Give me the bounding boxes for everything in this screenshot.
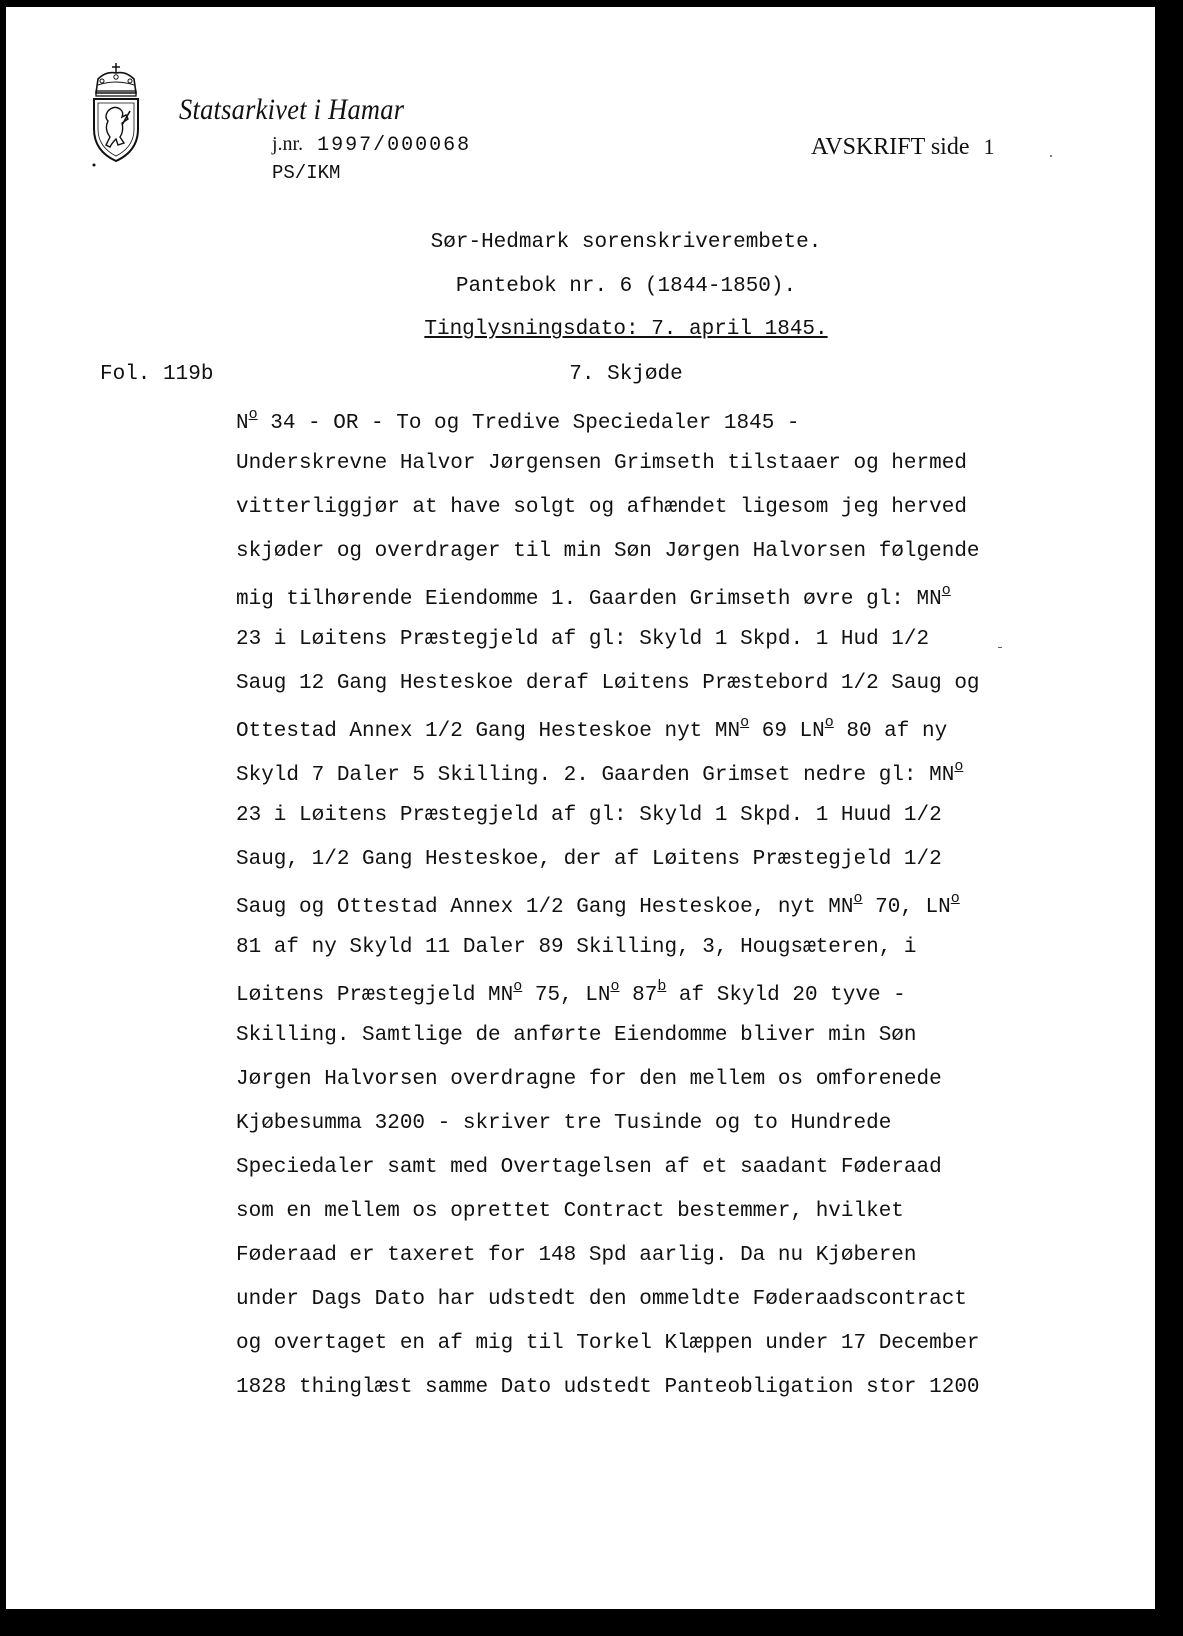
text-segment: som en mellem os oprettet Contract bestemmer, hvilket bbox=[236, 1200, 904, 1223]
text-segment: vitterliggjør at have solgt og afhændet ligesom jeg herved bbox=[236, 496, 967, 519]
text-segment: Skilling. Samtlige de anførte Eiendomme bliver min Søn bbox=[236, 1024, 917, 1047]
text-segment: Saug og Ottestad Annex 1/2 Gang Hesteskoe, nyt MN bbox=[236, 896, 854, 919]
text-line bbox=[236, 1112, 891, 1135]
scan-speck bbox=[998, 647, 1002, 648]
superscript-ordinal: o bbox=[248, 406, 258, 423]
text-line bbox=[236, 1376, 980, 1399]
text-segment: 23 i Løitens Præstegjeld af gl: Skyld 1 Skpd. 1 Huud 1/2 bbox=[236, 804, 942, 827]
superscript-ordinal: o bbox=[824, 714, 834, 731]
text-line bbox=[236, 848, 942, 871]
text-line bbox=[236, 1156, 942, 1179]
text-segment: 1828 thinglæst samme Dato udstedt Panteobligation stor 1200 bbox=[236, 1376, 980, 1399]
superscript-ordinal: o bbox=[740, 714, 750, 731]
text-segment: 80 af ny bbox=[833, 720, 948, 743]
text-segment: N bbox=[236, 412, 249, 435]
text-segment: Speciedaler samt med Overtagelsen af et saadant Føderaad bbox=[236, 1156, 942, 1179]
text-segment: Skyld 7 Daler 5 Skilling. 2. Gaarden Grimset nedre gl: MN bbox=[236, 764, 955, 787]
text-line bbox=[236, 408, 800, 435]
text-segment: skjøder og overdrager til min Søn Jørgen Halvorsen følgende bbox=[236, 540, 980, 563]
text-segment: Saug, 1/2 Gang Hesteskoe, der af Løitens Præstegjeld 1/2 bbox=[236, 848, 942, 871]
text-segment: mig tilhørende Eiendomme 1. Gaarden Grimseth øvre gl: MN bbox=[236, 588, 942, 611]
registration-date-heading: Tinglysningsdato: 7. april 1845. bbox=[424, 318, 828, 341]
text-line bbox=[236, 892, 960, 919]
journal-number-value: 1997/000068 bbox=[317, 134, 472, 157]
superscript-ordinal: o bbox=[513, 978, 523, 995]
entry-title: 7. Skjøde bbox=[569, 363, 683, 386]
text-line bbox=[236, 936, 917, 959]
text-line bbox=[236, 1244, 917, 1267]
text-segment: 81 af ny Skyld 11 Daler 89 Skilling, 3, Hougsæteren, i bbox=[236, 936, 917, 959]
text-segment: og overtaget en af mig til Torkel Klæppen under 17 December bbox=[236, 1332, 980, 1355]
text-line bbox=[236, 1332, 980, 1355]
text-line bbox=[236, 496, 967, 519]
coat-of-arms-icon bbox=[88, 59, 144, 169]
folio-reference: Fol. 119b bbox=[100, 363, 214, 386]
document-page bbox=[6, 7, 1155, 1609]
superscript-ordinal: o bbox=[954, 758, 964, 775]
book-heading: Pantebok nr. 6 (1844-1850). bbox=[455, 275, 797, 298]
text-segment: Underskrevne Halvor Jørgensen Grimseth tilstaaer og hermed bbox=[236, 452, 967, 475]
text-segment: Kjøbesumma 3200 - skriver tre Tusinde og to Hundrede bbox=[236, 1112, 892, 1135]
text-line bbox=[236, 584, 951, 611]
text-line bbox=[236, 760, 963, 787]
journal-number-label: j.nr. bbox=[272, 133, 304, 155]
text-segment: af Skyld 20 tyve - bbox=[666, 984, 906, 1007]
text-line bbox=[236, 1288, 967, 1311]
superscript-ordinal: b bbox=[657, 978, 667, 995]
text-segment: Føderaad er taxeret for 148 Spd aarlig. Da nu Kjøberen bbox=[236, 1244, 917, 1267]
reference-code: PS/IKM bbox=[272, 162, 341, 184]
text-line bbox=[236, 672, 980, 695]
superscript-ordinal: o bbox=[941, 582, 951, 599]
superscript-ordinal: o bbox=[610, 978, 620, 995]
copy-label: AVSKRIFT side bbox=[811, 134, 970, 160]
text-segment: 23 i Løitens Præstegjeld af gl: Skyld 1 Skpd. 1 Hud 1/2 bbox=[236, 628, 930, 651]
text-segment: Saug 12 Gang Hesteskoe deraf Løitens Præstebord 1/2 Saug og bbox=[236, 672, 980, 695]
text-line bbox=[236, 452, 967, 475]
office-heading: Sør-Hedmark sorenskriverembete. bbox=[430, 231, 822, 254]
text-line bbox=[236, 980, 906, 1007]
text-line bbox=[236, 716, 947, 743]
superscript-ordinal: o bbox=[950, 890, 960, 907]
text-segment: 70, LN bbox=[862, 896, 951, 919]
text-line bbox=[236, 1024, 917, 1047]
text-line bbox=[236, 1200, 904, 1223]
text-segment: 87 bbox=[619, 984, 658, 1007]
text-segment: 34 - OR - To og Tredive Speciedaler 1845 - bbox=[257, 412, 800, 435]
archive-name: Statsarkivet i Hamar bbox=[179, 93, 405, 126]
text-segment: Jørgen Halvorsen overdragne for den mellem os omforenede bbox=[236, 1068, 942, 1091]
scan-speck bbox=[1050, 155, 1052, 157]
copy-page-indicator bbox=[811, 134, 994, 161]
text-segment: 75, LN bbox=[522, 984, 611, 1007]
text-segment: under Dags Dato har udstedt den ommeldte Føderaadscontract bbox=[236, 1288, 967, 1311]
text-line bbox=[236, 804, 942, 827]
text-segment: 69 LN bbox=[749, 720, 825, 743]
page-number: 1 bbox=[983, 134, 995, 159]
text-line bbox=[236, 628, 929, 651]
text-line bbox=[236, 1068, 942, 1091]
superscript-ordinal: o bbox=[853, 890, 863, 907]
journal-number-row bbox=[272, 133, 471, 157]
text-segment: Løitens Præstegjeld MN bbox=[236, 984, 514, 1007]
text-segment: Ottestad Annex 1/2 Gang Hesteskoe nyt MN bbox=[236, 720, 741, 743]
text-line bbox=[236, 540, 980, 563]
